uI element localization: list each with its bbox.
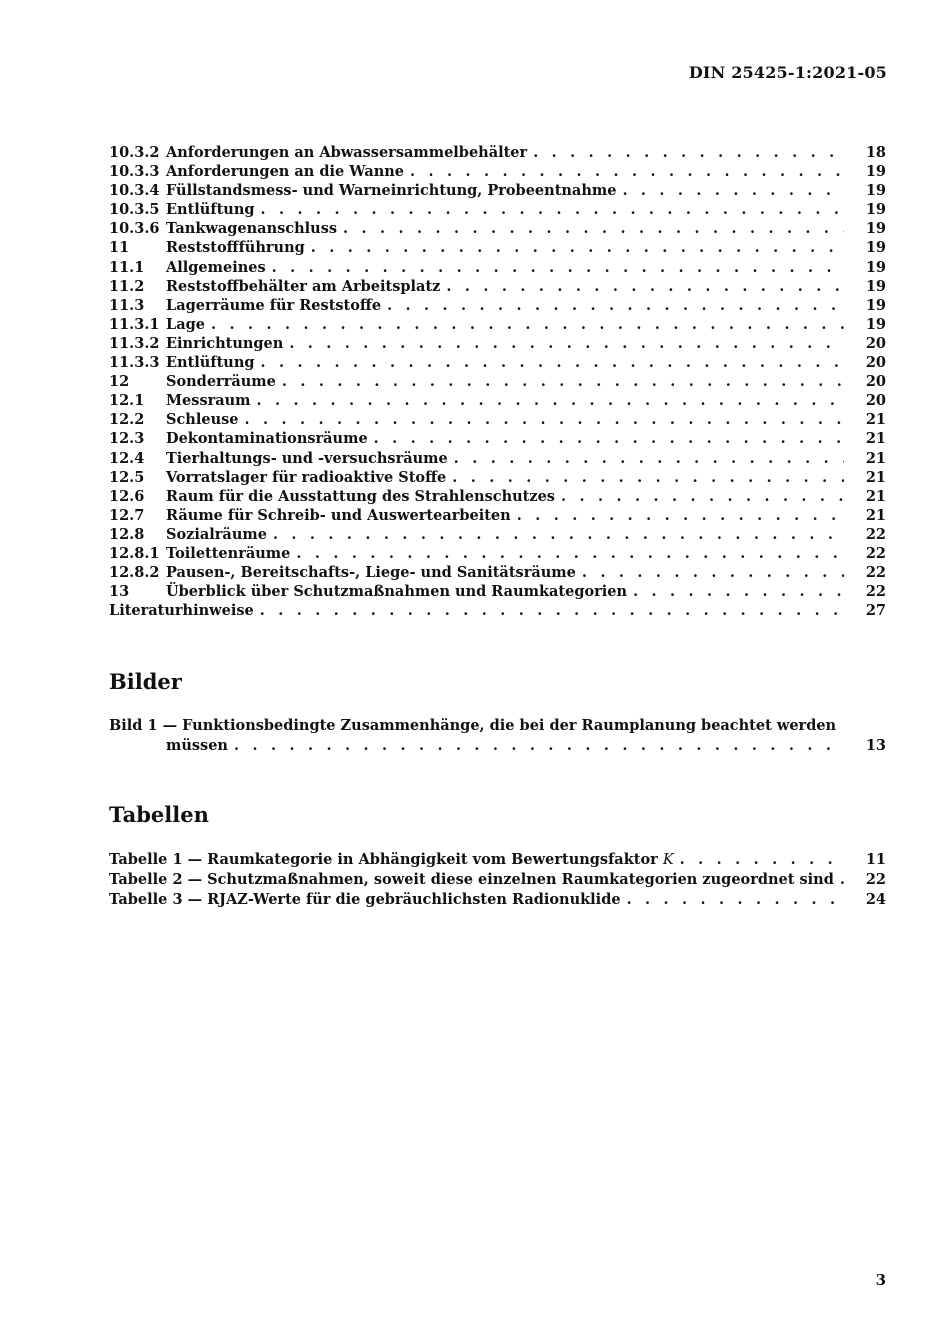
- leader-dots: [261, 201, 844, 218]
- toc-entry[interactable]: [109, 182, 886, 201]
- toc-entry[interactable]: [109, 201, 886, 220]
- leader-dots: [343, 220, 844, 237]
- leader-dots: [517, 507, 844, 524]
- toc-number: 11.3: [109, 296, 145, 314]
- toc-entry[interactable]: [109, 278, 886, 297]
- toc-page: 19: [865, 163, 886, 181]
- table-entry-title: [109, 851, 680, 868]
- toc-title: Sozialräume: [166, 526, 273, 543]
- toc-title: Reststoffführung: [166, 239, 311, 256]
- leader-dots: [622, 182, 844, 199]
- toc-number: 12.4: [109, 449, 145, 467]
- toc-number: 12.8: [109, 525, 145, 543]
- toc-page: 18: [865, 144, 886, 161]
- leader-dots: [533, 144, 844, 161]
- toc-title: Sonderräume: [166, 373, 282, 390]
- toc-entry[interactable]: [109, 239, 886, 258]
- figure-entry-title[interactable]: Bild 1 — Funktionsbedingte Zusammenhänge, die bei der Raumplanung beachtet werden: [109, 717, 837, 734]
- leader-dots: [273, 526, 844, 543]
- toc-page: 19: [865, 239, 886, 257]
- toc-number: 10.3.3: [109, 163, 160, 181]
- toc-title: Entlüftung: [166, 201, 261, 218]
- toc-page: 22: [865, 564, 886, 582]
- table-page: 11: [865, 851, 886, 868]
- toc-page: 19: [865, 277, 886, 295]
- toc-page: 21: [865, 487, 886, 505]
- toc-title: Lage: [166, 316, 211, 333]
- figures-heading: Bilder: [109, 669, 182, 694]
- toc-entry[interactable]: [109, 163, 886, 182]
- toc-number: 10.3.6: [109, 220, 160, 238]
- toc-number: 11.2: [109, 277, 145, 295]
- toc-title: Pausen-, Bereitschafts-, Liege- und Sanitätsräume: [166, 564, 582, 581]
- toc-title: Toilettenräume: [166, 545, 296, 562]
- toc-number: 11.3.3: [109, 354, 160, 372]
- toc-entry[interactable]: [109, 526, 886, 545]
- toc-entry[interactable]: [109, 297, 886, 316]
- toc-title: Lagerräume für Reststoffe: [166, 297, 387, 314]
- leader-dots: [633, 583, 844, 600]
- leader-dots: [582, 564, 844, 581]
- toc-number: 12.8.2: [109, 564, 160, 582]
- toc-page: 22: [865, 583, 886, 601]
- toc-title: Schleuse: [166, 411, 245, 428]
- toc-page: 20: [865, 392, 886, 410]
- toc-page: 19: [865, 258, 886, 276]
- toc-entry[interactable]: [109, 430, 886, 449]
- toc-page: 20: [865, 373, 886, 391]
- toc-title: Entlüftung: [166, 354, 261, 371]
- leader-dots: [245, 411, 844, 428]
- toc-entry[interactable]: [109, 316, 886, 335]
- tables-heading: Tabellen: [109, 802, 209, 827]
- figure-entry[interactable]: [109, 737, 886, 756]
- toc-number: 12.1: [109, 392, 145, 410]
- leader-dots: [387, 297, 844, 314]
- toc-title: Messraum: [166, 392, 257, 409]
- leader-dots: [627, 891, 844, 908]
- toc-entry[interactable]: [109, 564, 886, 583]
- toc-entry[interactable]: [109, 354, 886, 373]
- table-entry[interactable]: [109, 871, 886, 891]
- figure-list: [109, 717, 886, 756]
- table-entry[interactable]: [109, 891, 886, 911]
- toc-page: 19: [865, 220, 886, 238]
- toc-number: 12.5: [109, 468, 145, 486]
- table-of-contents: [109, 144, 886, 621]
- toc-entry[interactable]: [109, 450, 886, 469]
- toc-title: Tankwagenanschluss: [166, 220, 343, 237]
- toc-number: 12.7: [109, 506, 145, 524]
- toc-title: Dekontaminationsräume: [166, 430, 374, 447]
- toc-number: 12: [109, 373, 130, 391]
- toc-title: Allgemeines: [166, 259, 272, 276]
- leader-dots: [234, 737, 844, 754]
- leader-dots: [680, 851, 844, 868]
- toc-page: 19: [865, 182, 886, 200]
- toc-title: Vorratslager für radioaktive Stoffe: [166, 469, 452, 486]
- leader-dots: [257, 392, 844, 409]
- table-page: 24: [865, 891, 886, 908]
- toc-page: 27: [865, 602, 886, 620]
- toc-number: 12.2: [109, 411, 145, 429]
- table-page: 22: [865, 871, 886, 888]
- toc-page: 19: [865, 201, 886, 219]
- toc-title: Anforderungen an die Wanne: [166, 163, 410, 180]
- toc-page: 20: [865, 334, 886, 352]
- leader-dots: [311, 239, 844, 256]
- toc-entry[interactable]: [109, 488, 886, 507]
- leader-dots: [452, 469, 844, 486]
- table-entry[interactable]: [109, 851, 886, 871]
- toc-title: Reststoffbehälter am Arbeitsplatz: [166, 278, 446, 295]
- toc-page: 21: [865, 468, 886, 486]
- leader-dots: [561, 488, 844, 505]
- toc-entry[interactable]: [109, 373, 886, 392]
- leader-dots: [272, 259, 844, 276]
- toc-page: 22: [865, 544, 886, 562]
- toc-page: 21: [865, 430, 886, 448]
- toc-title: Anforderungen an Abwassersammelbehälter: [166, 144, 533, 161]
- table-entry-symbol: K: [662, 852, 674, 868]
- toc-title: Literaturhinweise: [109, 602, 260, 619]
- toc-number: 12.8.1: [109, 544, 160, 562]
- toc-entry[interactable]: [109, 507, 886, 526]
- leader-dots: [840, 871, 844, 888]
- leader-dots: [211, 316, 844, 333]
- leader-dots: [410, 163, 844, 180]
- toc-page: 20: [865, 354, 886, 372]
- toc-entry[interactable]: [109, 335, 886, 354]
- toc-entry[interactable]: [109, 583, 886, 602]
- toc-page: 19: [865, 296, 886, 314]
- figure-entry-continuation: müssen: [166, 737, 234, 754]
- table-list: [109, 851, 886, 911]
- toc-number: 11: [109, 239, 130, 257]
- table-entry-text: Tabelle 1 — Raumkategorie in Abhängigkeit vom Bewertungsfaktor: [109, 851, 658, 868]
- leader-dots: [260, 602, 844, 619]
- page-number: 3: [875, 1271, 886, 1289]
- leader-dots: [446, 278, 844, 295]
- toc-number: 12.3: [109, 430, 145, 448]
- leader-dots: [289, 335, 844, 352]
- toc-page: 21: [865, 506, 886, 524]
- document-id: DIN 25425-1:2021-05: [688, 63, 887, 82]
- toc-entry[interactable]: [109, 469, 886, 488]
- figure-page: 13: [865, 737, 886, 754]
- table-entry-title: Tabelle 3 — RJAZ-Werte für die gebräuchlichsten Radionuklide: [109, 891, 627, 908]
- toc-entry[interactable]: [109, 545, 886, 564]
- toc-entry[interactable]: [109, 144, 886, 163]
- toc-title: Raum für die Ausstattung des Strahlenschutzes: [166, 488, 561, 505]
- table-entry-title: Tabelle 2 — Schutzmaßnahmen, soweit diese einzelnen Raumkategorien zugeordnet sind: [109, 871, 840, 888]
- toc-entry[interactable]: [109, 392, 886, 411]
- toc-entry[interactable]: [109, 259, 886, 278]
- toc-entry[interactable]: [109, 411, 886, 430]
- toc-number: 11.3.2: [109, 334, 160, 352]
- toc-title: Überblick über Schutzmaßnahmen und Raumkategorien: [166, 583, 633, 600]
- toc-title: Räume für Schreib- und Auswertearbeiten: [166, 507, 517, 524]
- toc-entry[interactable]: [109, 220, 886, 239]
- leader-dots: [374, 430, 844, 447]
- toc-title: Tierhaltungs- und -versuchsräume: [166, 450, 454, 467]
- toc-number: 10.3.2: [109, 144, 160, 161]
- leader-dots: [261, 354, 844, 371]
- toc-page: 21: [865, 411, 886, 429]
- toc-number: 11.3.1: [109, 315, 160, 333]
- toc-number: 10.3.4: [109, 182, 160, 200]
- toc-number: 12.6: [109, 487, 145, 505]
- toc-page: 21: [865, 449, 886, 467]
- toc-page: 19: [865, 315, 886, 333]
- toc-number: 13: [109, 583, 130, 601]
- toc-entry-bibliography[interactable]: [109, 602, 886, 621]
- toc-number: 10.3.5: [109, 201, 160, 219]
- toc-title: Füllstandsmess- und Warneinrichtung, Probeentnahme: [166, 182, 622, 199]
- toc-number: 11.1: [109, 258, 145, 276]
- toc-title: Einrichtungen: [166, 335, 289, 352]
- leader-dots: [454, 450, 844, 467]
- toc-page: 22: [865, 525, 886, 543]
- leader-dots: [296, 545, 844, 562]
- leader-dots: [282, 373, 844, 390]
